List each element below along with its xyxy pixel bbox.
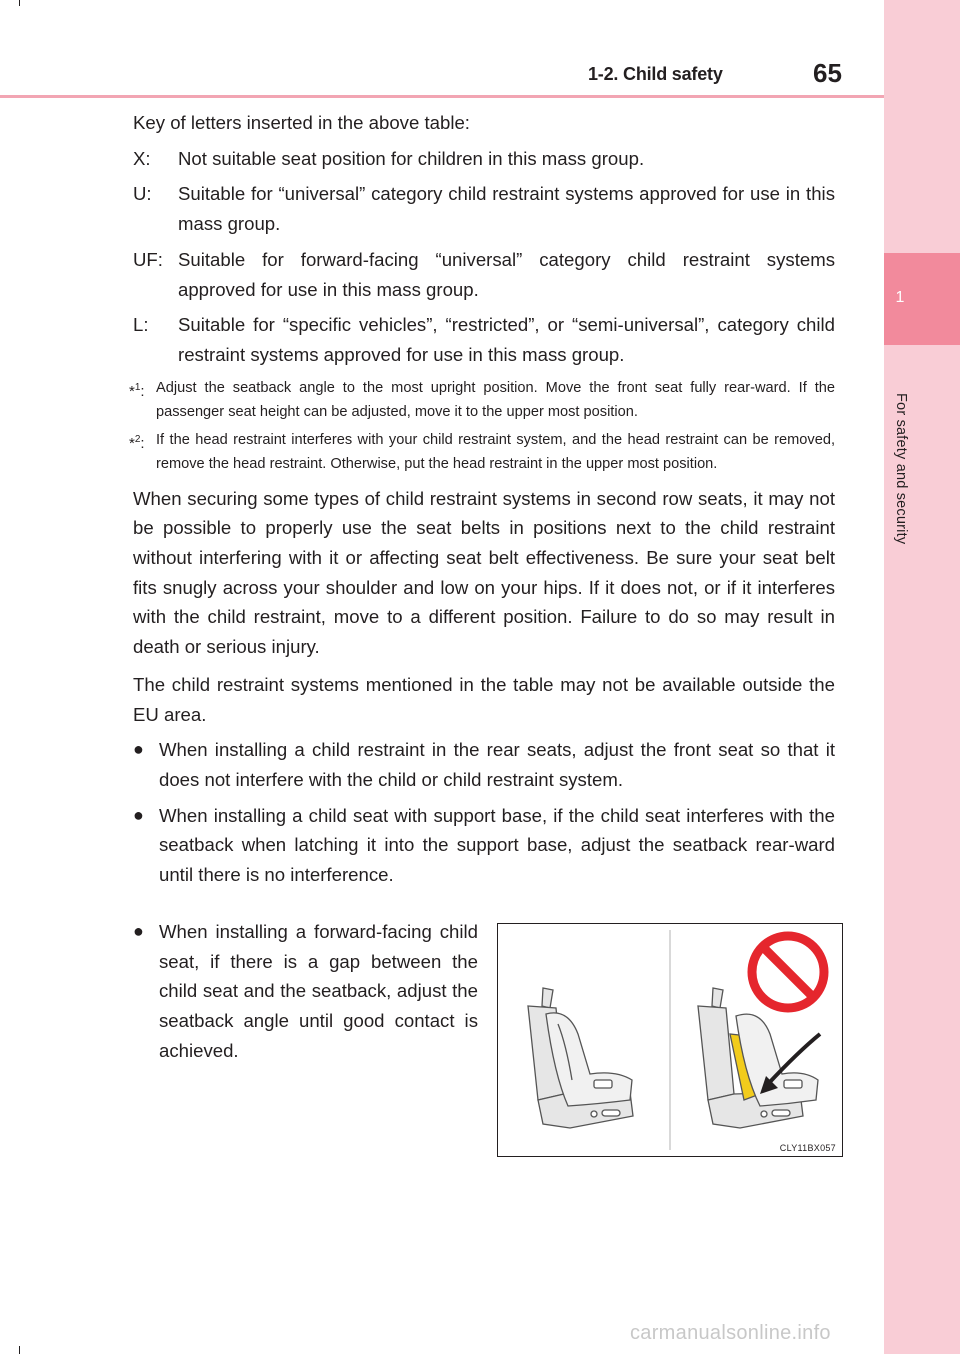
bullet-item — [133, 917, 478, 1066]
paragraph-seat-belt-warning: When securing some types of child restraint systems in second row seats, it may not be possible to properly use the seat belts in positions next to the child restraint without interfering with it or affecting seat belt effectiveness. Be sure your seat belt fits snugly across your shoulder and low on your hips. If it does not, or if it interferes with the child restraint, move to a different position. Failure to do so may result in death or serious injury. — [133, 487, 835, 658]
child-seat-drawing — [498, 924, 842, 1156]
chapter-title: For safety and security — [893, 393, 909, 545]
footnote-text: If the head restraint interferes with your child restraint system, and the head restraint can be removed, remove the head restraint. Otherwise, put the head restraint in the upper most position. — [156, 431, 835, 472]
bullet-item — [133, 801, 835, 890]
footnote-2 — [129, 428, 835, 476]
bullet-text: When installing a forward-facing child seat, if there is a gap between the child seat and the seatback, adjust the seatback angle until good contact is achieved. — [159, 921, 478, 1061]
key-item-u — [133, 179, 835, 238]
page-number: 65 — [813, 58, 842, 88]
prohibited-sign-icon — [752, 936, 824, 1008]
key-text: Not suitable seat position for children in this mass group. — [178, 147, 645, 169]
key-text: Suitable for “specific vehicles”, “restricted”, or “semi-universal”, category child restraint systems approved for use in this mass group. — [178, 314, 835, 365]
seat-correct-icon — [528, 988, 633, 1128]
chapter-side-tab — [884, 0, 960, 1354]
page-content — [129, 108, 835, 890]
key-text: Suitable for “universal” category child restraint systems approved for use in this mass group. — [178, 183, 835, 235]
watermark: carmanualsonline.info — [630, 1322, 831, 1344]
key-text: Suitable for forward-facing “universal” category child restraint systems approved for use in this mass group. — [178, 248, 835, 300]
section-title: 1-2. Child safety — [588, 64, 723, 84]
key-item-uf — [133, 245, 835, 304]
bullet-item — [133, 735, 835, 794]
crop-mark-top-left — [19, 0, 20, 6]
key-letter: L: — [133, 314, 149, 336]
key-intro: Key of letters inserted in the above table: — [133, 112, 470, 133]
chapter-number-block — [884, 253, 960, 345]
bullet-icon: ● — [133, 804, 144, 825]
key-letter: U: — [133, 183, 152, 205]
chapter-number: 1 — [895, 289, 905, 306]
key-item-x — [133, 144, 835, 174]
child-seat-illustration — [497, 923, 843, 1157]
bullet-icon: ● — [133, 921, 144, 941]
bullet-text: When installing a child seat with support base, if the child seat interferes with the seatback when latching it into the support base, adjust the seatback rear-ward until there is no interference. — [159, 804, 835, 886]
key-letter: X: — [133, 147, 151, 169]
footnote-mark: *$^2$: — [129, 433, 145, 452]
bullet-icon: ● — [133, 739, 144, 760]
paragraph-eu-availability: The child restraint systems mentioned in the table may not be available outside the EU area. — [133, 673, 835, 725]
footnote-1 — [129, 376, 835, 424]
footnote-text: Adjust the seatback angle to the most upright position. Move the front seat fully rear-ward. If the passenger seat height can be adjusted, move it to the upper most position. — [156, 379, 835, 420]
bullet-text: When installing a child restraint in the rear seats, adjust the front seat so that it does not interfere with the child or child restraint system. — [159, 739, 835, 790]
header-rule — [0, 95, 884, 98]
key-letter: UF: — [133, 248, 163, 270]
footnote-mark: *$^1$: — [129, 381, 145, 400]
key-item-l — [133, 310, 835, 369]
figure-code: CLY11BX057 — [779, 1143, 836, 1153]
crop-mark-bottom-left — [19, 1346, 20, 1354]
